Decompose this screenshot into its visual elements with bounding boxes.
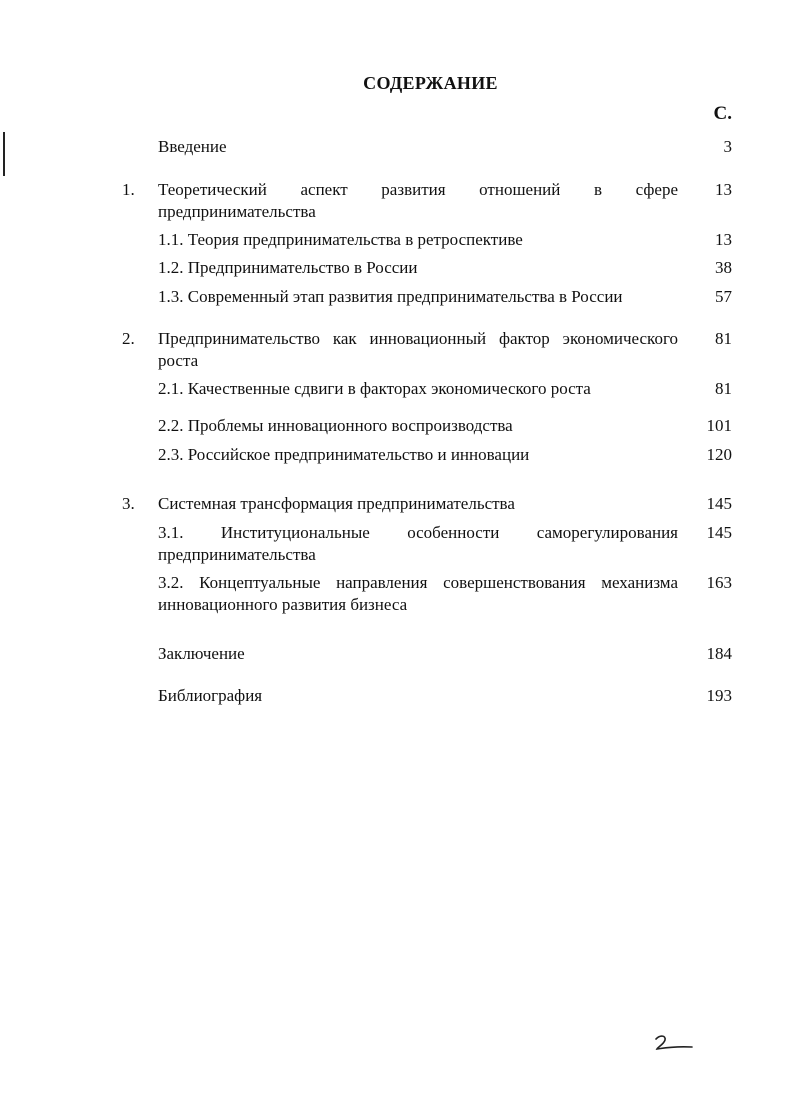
toc-entry-page: 57 bbox=[715, 287, 732, 306]
page-title: СОДЕРЖАНИЕ bbox=[363, 73, 498, 93]
toc-entry-page: 13 bbox=[715, 230, 732, 249]
toc-entry-text: Введение bbox=[158, 137, 227, 156]
toc-entry-page: 163 bbox=[706, 573, 732, 592]
toc-entry-text: Предпринимательство как инновационный фактор экономического роста bbox=[158, 329, 678, 370]
toc-entry-page: 193 bbox=[706, 686, 732, 705]
toc-entry-text: Теоретический аспект развития отношений в сфере предпринимательства bbox=[158, 180, 678, 221]
toc-entry-page: 184 bbox=[706, 644, 732, 663]
toc-entry-text: 1.1. Теория предпринимательства в ретроспективе bbox=[158, 230, 523, 249]
toc-entry-text: 1.2. Предпринимательство в России bbox=[158, 258, 418, 277]
toc-entry-page: 145 bbox=[706, 494, 732, 513]
toc-entry-text: 2.2. Проблемы инновационного воспроизводства bbox=[158, 416, 513, 435]
toc-entry-page: 81 bbox=[715, 379, 732, 398]
toc-entry-page: 120 bbox=[706, 445, 732, 464]
toc-entry-text: Системная трансформация предпринимательства bbox=[158, 494, 515, 513]
toc-entry-page: 38 bbox=[715, 258, 732, 277]
toc-entry-text: Библиография bbox=[158, 686, 263, 705]
toc-entry-page: 101 bbox=[706, 416, 732, 435]
handwritten-page-mark bbox=[652, 1033, 700, 1055]
chapter-number: 2. bbox=[122, 329, 135, 348]
toc-entry-page: 13 bbox=[715, 180, 732, 199]
chapter-number: 1. bbox=[122, 180, 135, 199]
toc-entry-text: Заключение bbox=[158, 644, 245, 663]
toc-entry-text: 2.3. Российское предпринимательство и инновации bbox=[158, 445, 530, 464]
chapter-number: 3. bbox=[122, 494, 135, 513]
page-column-header: С. bbox=[713, 103, 732, 124]
toc-entry-text: 1.3. Современный этап развития предпринимательства в России bbox=[158, 287, 623, 306]
toc-entry-page: 3 bbox=[723, 137, 732, 156]
toc-entry-text: 3.2. Концептуальные направления совершенствования механизма инновационного развития бизнеса bbox=[158, 573, 678, 614]
toc-entry-text: 3.1. Институциональные особенности саморегулирования предпринимательства bbox=[158, 523, 678, 564]
toc-entry-page: 81 bbox=[715, 329, 732, 348]
toc-entry-text: 2.1. Качественные сдвиги в факторах экономического роста bbox=[158, 379, 591, 398]
toc-entry-page: 145 bbox=[706, 523, 732, 542]
